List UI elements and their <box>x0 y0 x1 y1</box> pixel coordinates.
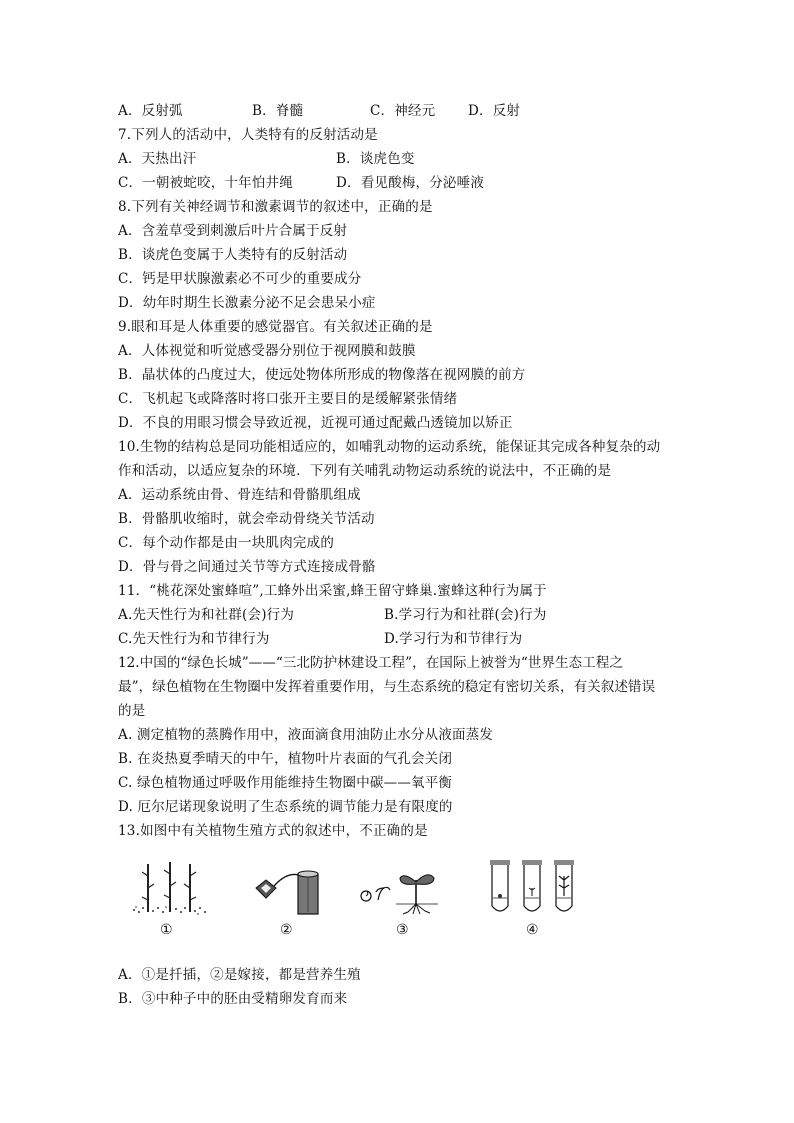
q6-option-a: A．反射弧 <box>118 103 183 119</box>
q12-option-d: D. 厄尔尼诺现象说明了生态系统的调节能力是有限度的 <box>118 799 453 815</box>
q12-stem-line2: 最”，绿色植物在生物圈中发挥着重要作用，与生态系统的稳定有密切关系，有关叙述错误 <box>118 679 656 695</box>
q9-option-a: A．人体视觉和听觉感受器分别位于视网膜和鼓膜 <box>118 343 416 359</box>
q6-option-d: D．反射 <box>468 103 521 119</box>
q9-option-b: B．晶状体的凸度过大，使远处物体所形成的物像落在视网膜的前方 <box>118 367 526 383</box>
q11-options-row2 <box>118 630 678 648</box>
q11-option-b: B.学习行为和社群(会)行为 <box>384 607 547 623</box>
q13-option-a: A．①是扦插，②是嫁接，都是营养生殖 <box>118 967 361 983</box>
q7-option-c: C．一朝被蛇咬，十年怕井绳 <box>118 175 293 191</box>
figure-label-2: ② <box>280 922 293 938</box>
q10-option-a: A．运动系统由骨、骨连结和骨骼肌组成 <box>118 487 361 503</box>
q11-option-c: C.先天性行为和节律行为 <box>118 631 270 647</box>
q11-stem: 11．“桃花深处蜜蜂喧”,工蜂外出采蜜,蜂王留守蜂巢.蜜蜂这种行为属于 <box>118 583 547 599</box>
q6-option-c: C．神经元 <box>370 103 436 119</box>
q12-stem-line1: 12.中国的“绿色长城”——“三北防护林建设工程”，在国际上被誉为“世界生态工程之 <box>118 655 623 671</box>
figure-label-4: ④ <box>526 922 539 938</box>
q6-options <box>118 102 678 120</box>
q6-option-b: B．脊髓 <box>252 103 304 119</box>
q10-stem-line1: 10.生物的结构总是同功能相适应的，如哺乳动物的运动系统，能保证其完成各种复杂的动 <box>118 439 661 455</box>
q7-options-row2 <box>118 174 678 192</box>
q12-option-b: B. 在炎热夏季晴天的中午，植物叶片表面的气孔会关闭 <box>118 751 453 767</box>
q7-options-row1 <box>118 150 678 168</box>
q11-options-row1 <box>118 606 678 624</box>
q10-stem-line2: 作和活动，以适应复杂的环境．下列有关哺乳动物运动系统的说法中，不正确的是 <box>118 463 612 479</box>
q8-stem: 8.下列有关神经调节和激素调节的叙述中，正确的是 <box>118 199 433 215</box>
figure-label-1: ① <box>160 922 173 938</box>
q8-option-a: A．含羞草受到刺激后叶片合属于反射 <box>118 223 348 239</box>
q7-option-d: D．看见酸梅，分泌唾液 <box>336 175 485 191</box>
q8-option-d: D．幼年时期生长激素分泌不足会患呆小症 <box>118 295 376 311</box>
q7-stem: 7.下列人的活动中，人类特有的反射活动是 <box>118 127 378 143</box>
q10-option-d: D．骨与骨之间通过关节等方式连接成骨骼 <box>118 559 376 575</box>
q11-option-d: D.学习行为和节律行为 <box>384 631 523 647</box>
q11-option-a: A.先天性行为和社群(会)行为 <box>118 607 295 623</box>
q7-option-a: A．天热出汗 <box>118 151 197 167</box>
q12-option-c: C. 绿色植物通过呼吸作用能维持生物圈中碳——氧平衡 <box>118 775 453 791</box>
cutting-figure <box>130 858 210 920</box>
q9-option-c: C．飞机起飞或降落时将口张开主要目的是缓解紧张情绪 <box>118 391 458 407</box>
grafting-figure <box>250 858 330 920</box>
q13-figure-row <box>118 858 618 948</box>
q10-option-c: C．每个动作都是由一块肌肉完成的 <box>118 535 335 551</box>
q12-stem-line3: 的是 <box>118 703 146 719</box>
q9-stem: 9.眼和耳是人体重要的感觉器官。有关叙述正确的是 <box>118 319 433 335</box>
q10-option-b: B．骨骼肌收缩时，就会牵动骨绕关节活动 <box>118 511 375 527</box>
q9-option-d: D．不良的用眼习惯会导致近视，近视可通过配戴凸透镜加以矫正 <box>118 415 513 431</box>
tissue-culture-figure <box>486 858 582 920</box>
q8-option-b: B．谈虎色变属于人类特有的反射活动 <box>118 247 348 263</box>
q13-stem: 13.如图中有关植物生殖方式的叙述中，不正确的是 <box>118 823 428 839</box>
seedling-figure <box>356 858 456 920</box>
figure-label-3: ③ <box>396 922 409 938</box>
q8-option-c: C．钙是甲状腺激素必不可少的重要成分 <box>118 271 362 287</box>
q13-option-b: B．③中种子中的胚由受精卵发育而来 <box>118 991 348 1007</box>
q12-option-a: A. 测定植物的蒸腾作用中，液面滴食用油防止水分从液面蒸发 <box>118 727 494 743</box>
q7-option-b: B．谈虎色变 <box>336 151 415 167</box>
